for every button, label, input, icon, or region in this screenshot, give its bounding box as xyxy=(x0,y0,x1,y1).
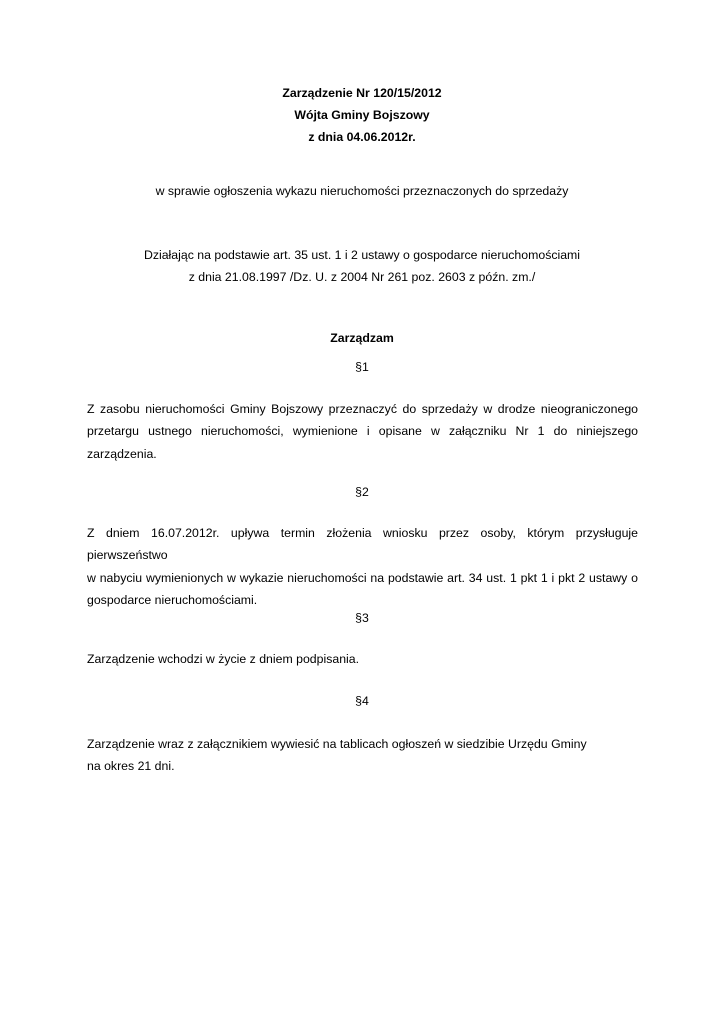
section-3-line-1: Zarządzenie wchodzi w życie z dniem podpisania. xyxy=(87,652,360,666)
title-line-3: z dnia 04.06.2012r. xyxy=(308,130,416,144)
section-1-line-1: Z zasobu nieruchomości Gminy Bojszowy przeznaczyć do sprzedaży w drodze nieograniczonego xyxy=(87,402,638,416)
section-2-body xyxy=(87,522,638,611)
legal-basis-line-1: Działając na podstawie art. 35 ust. 1 i 2 ustawy o gospodarce nieruchomościami xyxy=(143,248,581,262)
section-3-body xyxy=(87,648,647,670)
section-1-body xyxy=(87,398,638,465)
section-4-line-2: na okres 21 dni. xyxy=(87,759,175,773)
section-4-body xyxy=(87,733,647,777)
section-mark-2: §2 xyxy=(355,485,369,499)
section-mark-1: §1 xyxy=(355,360,369,374)
subject-line: w sprawie ogłoszenia wykazu nieruchomości przeznaczonych do sprzedaży xyxy=(155,184,569,198)
legal-basis-line-2: z dnia 21.08.1997 /Dz. U. z 2004 Nr 261 poz. 2603 z późn. zm./ xyxy=(188,270,536,284)
section-2-line-2: w nabyciu wymienionych w wykazie nieruchomości na podstawie art. 34 ust. 1 pkt 1 i pkt 2 ustawy o xyxy=(87,570,638,585)
section-mark-4: §4 xyxy=(355,694,369,708)
section-4-line-1: Zarządzenie wraz z załącznikiem wywiesić na tablicach ogłoszeń w siedzibie Urzędu Gminy xyxy=(87,737,587,751)
section-1-line-3: zarządzenia. xyxy=(87,446,157,461)
section-1-line-2: przetargu ustnego nieruchomości, wymienione i opisane w załączniku Nr 1 do niniejszego xyxy=(87,424,638,439)
title-line-2: Wójta Gminy Bojszowy xyxy=(294,108,430,122)
section-2-line-1: Z dniem 16.07.2012r. upływa termin złożenia wniosku przez osoby, którym przysługuje pierwszeństwo xyxy=(87,526,638,563)
title-line-1: Zarządzenie Nr 120/15/2012 xyxy=(282,86,442,100)
ordering-word: Zarządzam xyxy=(330,331,394,345)
section-2-line-3: gospodarce nieruchomościami. xyxy=(87,592,258,607)
section-mark-3: §3 xyxy=(355,611,369,625)
